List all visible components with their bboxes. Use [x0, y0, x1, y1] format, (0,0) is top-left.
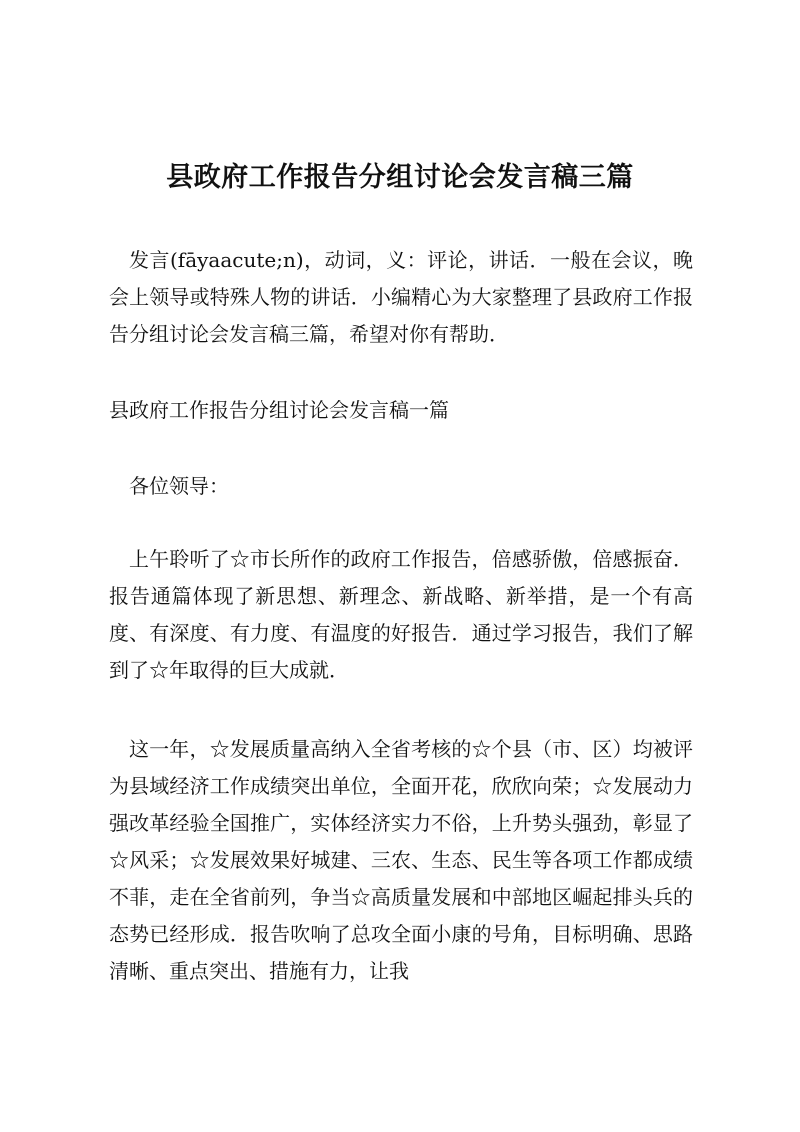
section-heading: 县政府工作报告分组讨论会发言稿一篇 [109, 398, 449, 422]
intro-paragraph: 发言(fāyaacute;n)，动词，义：评论，讲话．一般在会议，晚会上领导或特殊人物的讲话．小编精心为大家整理了县政府工作报告分组讨论会发言稿三篇，希望对你有帮助． [109, 248, 693, 346]
body-paragraph-1: 上午聆听了☆市长所作的政府工作报告，倍感骄傲，倍感振奋．报告通篇体现了新思想、新理念、新战略、新举措，是一个有高度、有深度、有力度、有温度的好报告．通过学习报告，我们了解到了☆年取得的巨大成就． [109, 547, 693, 682]
greeting-line: 各位领导： [129, 474, 229, 498]
body-paragraph-2: 这一年，☆发展质量高纳入全省考核的☆个县（市、区）均被评为县域经济工作成绩突出单位，全面开花，欣欣向荣；☆发展动力强改革经验全国推广，实体经济实力不俗，上升势头强劲，彰显了☆风采；☆发展效果好城建、三农、生态、民生等各项工作都成绩不菲，走在全省前列，争当☆高质量发展和中部地区崛起排头兵的态势已经形成．报告吹响了总攻全面小康的号角，目标明确、思路清晰、重点突出、措施有力，让我 [109, 737, 693, 983]
document-title: 县政府工作报告分组讨论会发言稿三篇 [166, 162, 634, 193]
